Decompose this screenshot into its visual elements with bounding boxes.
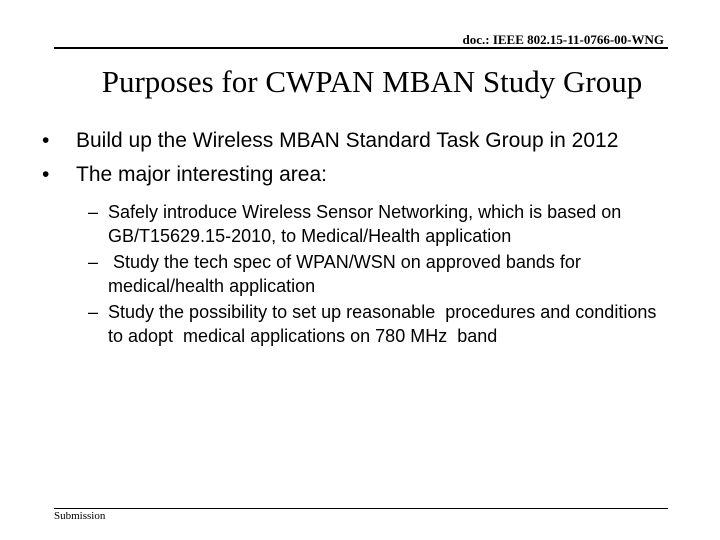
bullet-item (30, 128, 670, 154)
bullet-marker: • (42, 163, 50, 186)
slide-title: Purposes for CWPAN MBAN Study Group (101, 64, 643, 99)
sub-bullet-text: Safely introduce Wireless Sensor Networking, which is based on GB/T15629.15-2010, to Medical/Health application (108, 202, 622, 246)
bullet-list (30, 128, 670, 348)
bullet-text: The major interesting area: (76, 163, 327, 186)
sub-bullet-marker: – (88, 252, 99, 272)
bullet-text: Build up the Wireless MBAN Standard Task Group in 2012 (76, 129, 619, 152)
sub-bullet-marker: – (88, 202, 99, 222)
sub-bullet-item (30, 250, 670, 298)
footer-submission-label: Submission (54, 510, 106, 522)
bullet-item (30, 162, 670, 348)
header-divider (54, 47, 668, 49)
sub-bullet-text: Study the possibility to set up reasonable procedures and conditions to adopt medical applications on 780 MHz band (108, 302, 662, 346)
footer-divider (54, 508, 668, 509)
bullet-marker: • (42, 129, 50, 152)
sub-bullet-marker: – (88, 302, 99, 322)
sub-bullet-item (30, 200, 670, 248)
sub-bullet-list (76, 200, 670, 348)
document-id-header: doc.: IEEE 802.15-11-0766-00-WNG (462, 32, 664, 47)
slide-body (30, 128, 670, 356)
sub-bullet-item (30, 300, 670, 348)
sub-bullet-text: Study the tech spec of WPAN/WSN on approved bands for medical/health application (108, 252, 586, 296)
